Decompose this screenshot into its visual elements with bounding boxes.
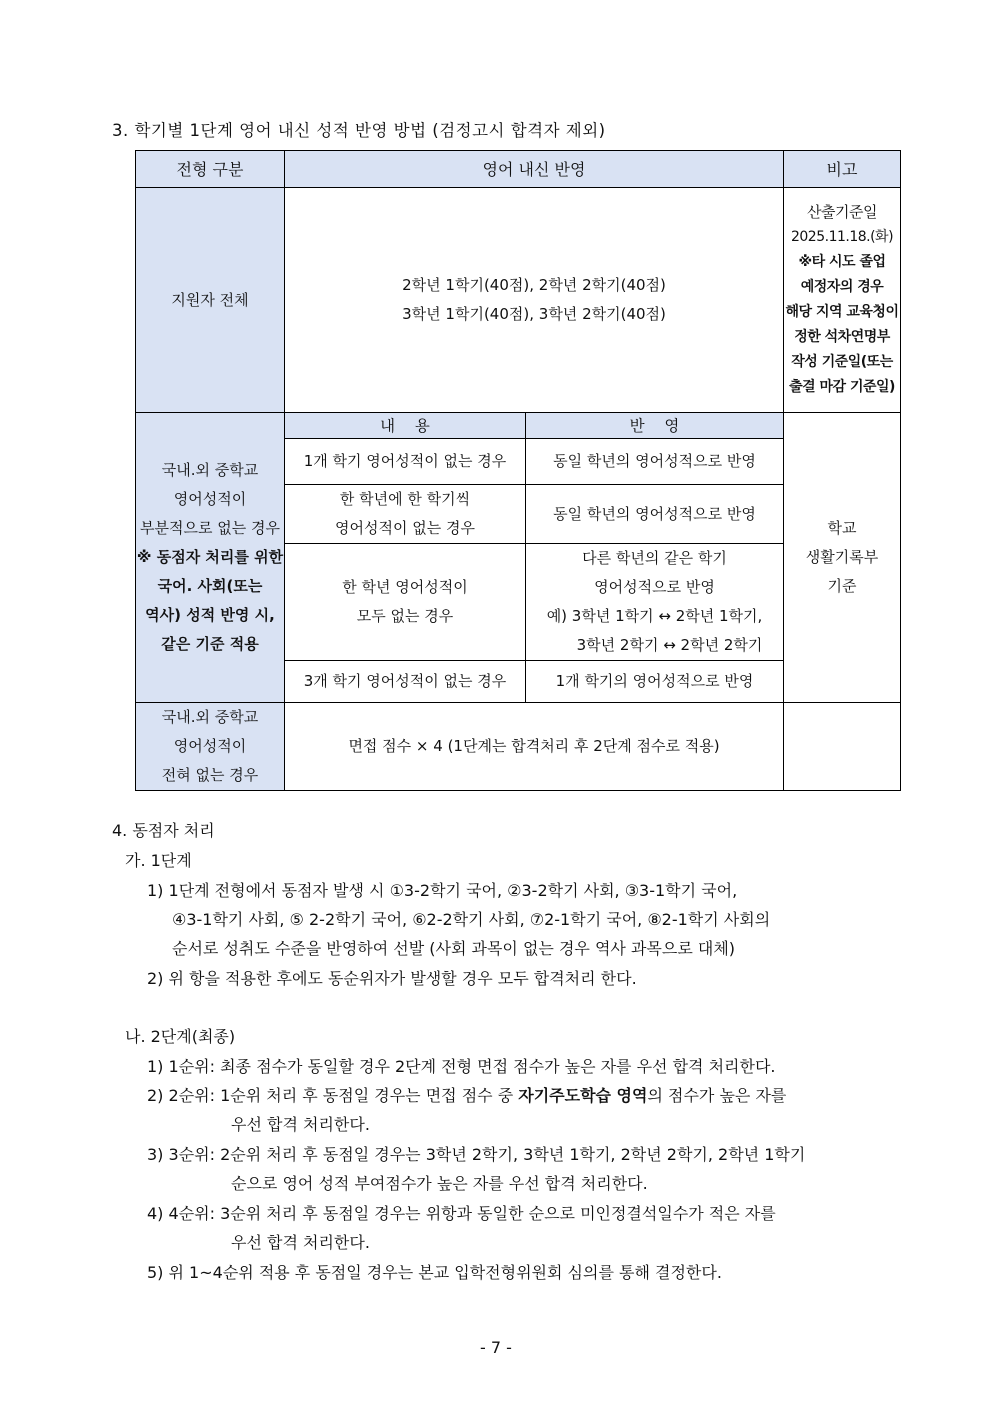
- na-item4: 4) 4순위: 3순위 처리 후 동점일 경우는 위항과 동일한 순으로 미인정결석일수가 적은 자를: [147, 1204, 776, 1223]
- subrow4-reflect: 1개 학기의 영어성적으로 반영: [526, 661, 784, 703]
- row2-note: 학교 생활기록부 기준: [784, 413, 901, 703]
- row1-category: 지원자 전체: [136, 188, 285, 413]
- na-item2-cont: 우선 합격 처리한다.: [231, 1115, 370, 1134]
- na-item1: 1) 1순위: 최종 점수가 동일할 경우 2단계 전형 면접 점수가 높은 자를 우선 합격 처리한다.: [147, 1057, 776, 1076]
- subrow3-content: 한 학년 영어성적이 모두 없는 경우: [285, 544, 526, 661]
- row1-note: 산출기준일 2025.11.18.(화) ※타 시도 졸업 예정자의 경우 해당 지역 교육청이 정한 석차연명부 작성 기준일(또는 출결 마감 기준일): [784, 188, 901, 413]
- page-number: - 7 -: [480, 1338, 512, 1357]
- subrow1-content: 1개 학기 영어성적이 없는 경우: [285, 439, 526, 485]
- subrow1-reflect: 동일 학년의 영어성적으로 반영: [526, 439, 784, 485]
- row2-category: 국내.외 중학교 영어성적이 부분적으로 없는 경우 ※ 동점자 처리를 위한 국어. 사회(또는 역사) 성적 반영 시, 같은 기준 적용: [136, 413, 285, 703]
- na-item5: 5) 위 1~4순위 적용 후 동점일 경우는 본교 입학전형위원회 심의를 통해 결정한다.: [147, 1263, 722, 1282]
- subsection-ga-title: 가. 1단계: [125, 851, 192, 870]
- row1-reflect: 2학년 1학기(40점), 2학년 2학기(40점) 3학년 1학기(40점), 3학년 2학기(40점): [285, 188, 784, 413]
- english-grade-table: [135, 150, 901, 791]
- na-item3: 3) 3순위: 2순위 처리 후 동점일 경우는 3학년 2학기, 3학년 1학기, 2학년 2학기, 2학년 1학기: [147, 1145, 806, 1164]
- ga-item1-line3: 순서로 성취도 수준을 반영하여 선발 (사회 과목이 없는 경우 역사 과목으로 대체): [172, 939, 736, 958]
- row3-note: [784, 703, 901, 791]
- header-reflect: 영어 내신 반영: [285, 151, 784, 188]
- ga-item1-line2: ④3-1학기 사회, ⑤ 2-2학기 국어, ⑥2-2학기 사회, ⑦2-1학기 국어, ⑧2-1학기 사회의: [172, 910, 771, 929]
- subrow2-reflect: 동일 학년의 영어성적으로 반영: [526, 485, 784, 544]
- na-item2: 2) 2순위: 1순위 처리 후 동점일 경우는 면접 점수 중 자기주도학습 영역의 점수가 높은 자를: [147, 1086, 787, 1105]
- header-note: 비고: [784, 151, 901, 188]
- header-category: 전형 구분: [136, 151, 285, 188]
- row3-reflect: 면접 점수 × 4 (1단계는 합격처리 후 2단계 점수로 적용): [285, 703, 784, 791]
- subrow4-content: 3개 학기 영어성적이 없는 경우: [285, 661, 526, 703]
- subrow2-content: 한 학년에 한 학기씩 영어성적이 없는 경우: [285, 485, 526, 544]
- section-3-title: 3. 학기별 1단계 영어 내신 성적 반영 방법 (검정고시 합격자 제외): [112, 121, 606, 140]
- na-item3-cont: 순으로 영어 성적 부여점수가 높은 자를 우선 합격 처리한다.: [231, 1174, 648, 1193]
- subheader-content: 내 용: [285, 413, 526, 439]
- na-item4-cont: 우선 합격 처리한다.: [231, 1233, 370, 1252]
- subheader-reflect: 반 영: [526, 413, 784, 439]
- ga-item1-line1: 1) 1단계 전형에서 동점자 발생 시 ①3-2학기 국어, ②3-2학기 사회, ③3-1학기 국어,: [147, 881, 738, 900]
- ga-item2: 2) 위 항을 적용한 후에도 동순위자가 발생할 경우 모두 합격처리 한다.: [147, 969, 637, 988]
- row3-category: 국내.외 중학교 영어성적이 전혀 없는 경우: [136, 703, 285, 791]
- subsection-na-title: 나. 2단계(최종): [125, 1027, 236, 1046]
- section-4-title: 4. 동점자 처리: [112, 821, 215, 840]
- subrow3-reflect: 다른 학년의 같은 학기 영어성적으로 반영 예) 3학년 1학기 ↔ 2학년 1학기, 3학년 2학기 ↔ 2학년 2학기: [526, 544, 784, 661]
